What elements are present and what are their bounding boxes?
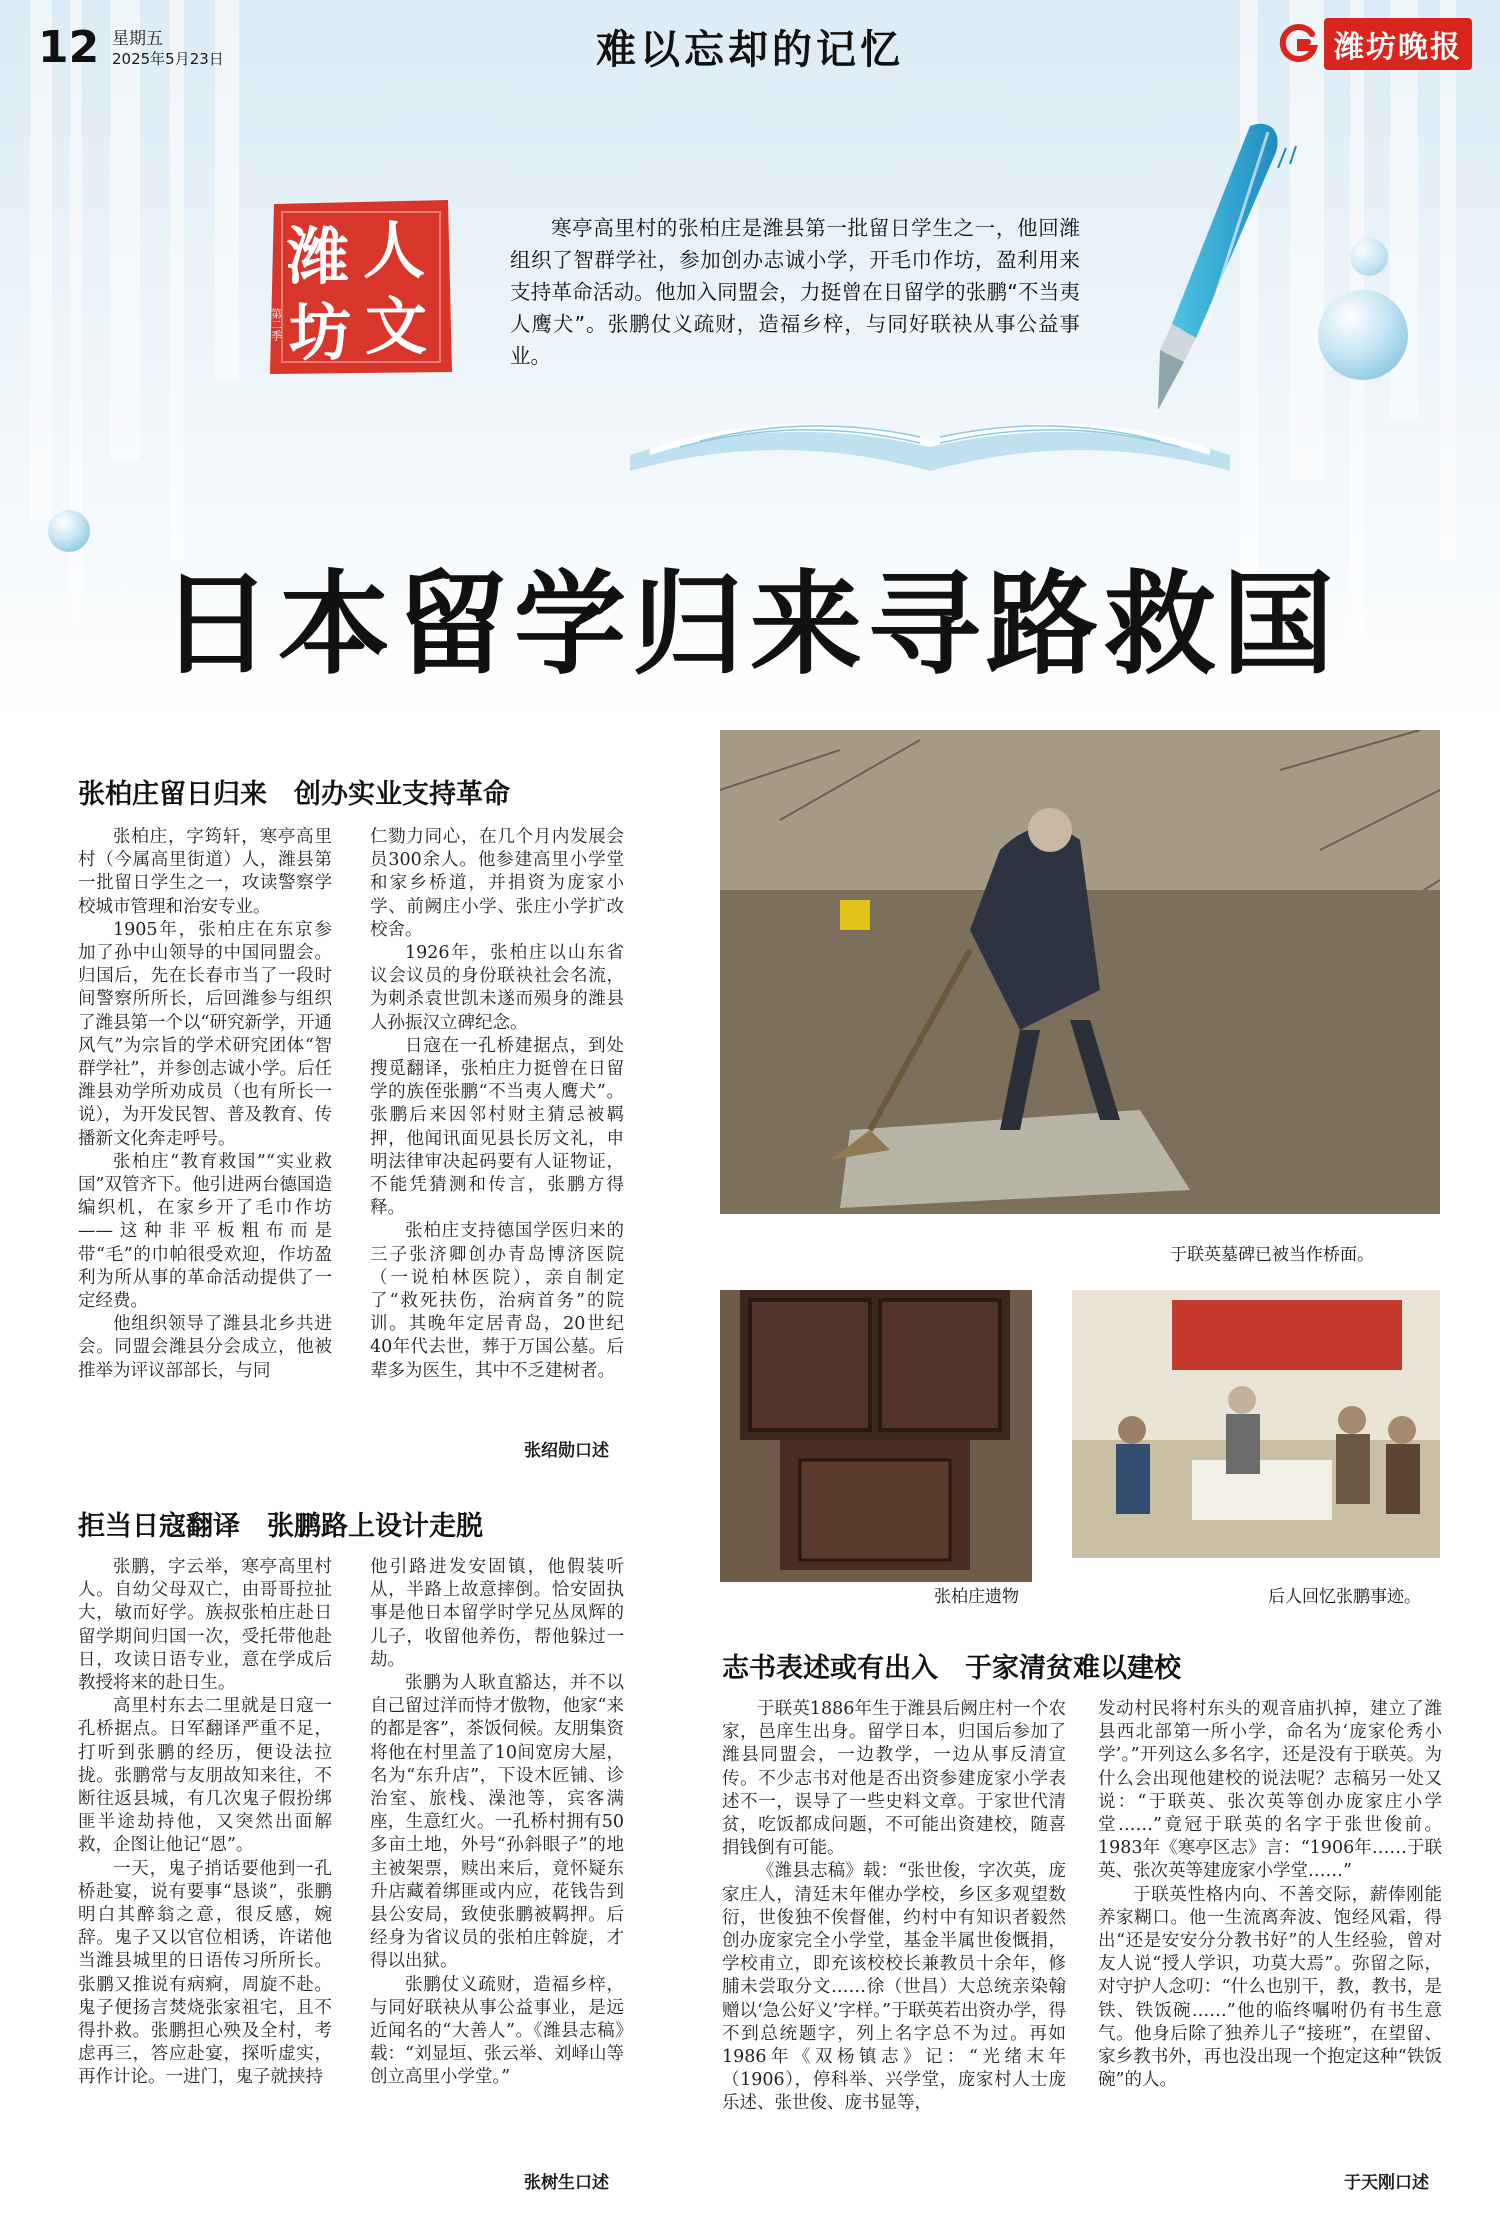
paragraph: 《潍县志稿》载：“张世俊，字次英，庞家庄人，清廷末年催办学校，乡区多观望数衍，世俊独不俟督催，约村中有知识者毅然创办庞家完全小学堂，基金半属世俊慨捐，学校甫立，即充该校校长兼教员十余年，修脯未尝取分文……徐（世昌）大总统亲染翰赠以‘急公好义’字样。”于联英若出资办学，得不到总统题字，列上名字总不为过。再如1986年《双杨镇志》记：“光绪末年（1906），停科举、兴学堂，庞家村人士庞乐述、张世俊、庞书显等， bbox=[722, 1861, 1066, 2114]
open-book-illustration bbox=[620, 385, 1240, 475]
issue-date: 2025年5月23日 bbox=[112, 50, 224, 68]
article1-column-1 bbox=[78, 826, 332, 1383]
paragraph: 高里村东去二里就是日寇一孔桥据点。日军翻译严重不足，打听到张鹏的经历，便设法拉拢。张鹏常与友朋故知来往，不断往返县城，有几次鬼子假扮绑匪半途劫持他，又突然出面解救，企图让他记“恩”。 bbox=[78, 1696, 332, 1856]
bubble-decoration bbox=[1318, 290, 1408, 380]
paragraph: 一天，鬼子捎话要他到一孔桥赴宴，说有要事“恳谈”，张鹏明白其醉翁之意，很反感，婉辞。鬼子又以官位相诱，许诺他当潍县城里的日语传习所所长。张鹏又推说有病痾，周旋不赴。鬼子便扬言焚烧张家祖宅，且不得扑救。张鹏担心殃及全村，考虑再三，答应赴宴，探听虚实，再作计论。一进门，鬼子就挟持 bbox=[78, 1858, 332, 2088]
section-title: 难以忘却的记忆 bbox=[596, 27, 904, 73]
seal-char: 坊 bbox=[288, 296, 352, 369]
paragraph: 张鹏为人耿直豁达，并不以自己留过洋而恃才傲物，他家“来的都是客”，茶饭伺候。友朋集资将他在村里盖了10间宽房大屋，名为“东升店”，下设木匠铺、诊治室、旅栈、澡池等，宾客满座，生意红火。一孔桥村拥有50多亩土地，外号“孙斜眼子”的地主被架票，赎出来后，竟怀疑东升店藏着绑匪或内应，花钱告到县公安局，致使张鹏被羁押。后经身为省议员的张柏庄斡旋，才得以出狱。 bbox=[370, 1673, 624, 1972]
article1-title: 张柏庄留日归来 创办实业支持革命 bbox=[78, 779, 510, 810]
paragraph: 张柏庄，字筠轩，寒亭高里村（今属高里街道）人，潍县第一批留日学生之一，攻读警察学校城市管理和治安专业。 bbox=[78, 827, 332, 917]
article1-column-2 bbox=[370, 826, 624, 1383]
article3-column-1 bbox=[722, 1698, 1066, 2116]
paragraph: 1905年，张柏庄在东京参加了孙中山领导的中国同盟会。归国后，先在长春市当了一段时间警察所所长，后回潍参与组织了潍县第一个以“研究新学，开通风气”为宗旨的学术研究团体“智群学社”，并参创志诚小学。后任潍县劝学所劝成员（也有所长一说），为开发民智、普及教育、传播新文化奔走呼号。 bbox=[78, 919, 332, 1149]
page-number: 12 bbox=[38, 22, 100, 73]
paragraph: 仁勠力同心，在几个月内发展会员300余人。他参建高里小学堂和家乡桥道，并捐资为庞家小学、前阙庄小学、张庄小学扩改校舍。 bbox=[370, 827, 624, 940]
article3-column-2 bbox=[1098, 1698, 1442, 2092]
paragraph: 他组织领导了潍县北乡共进会。同盟会潍县分会成立，他被推举为评议部部长，与同 bbox=[78, 1314, 332, 1381]
paragraph: 他引路进发安固镇，他假装听从，半路上故意摔倒。恰安固执事是他日本留学时学兄丛凤辉的儿子，收留他养伤，帮他躲过一劫。 bbox=[370, 1557, 624, 1670]
main-headline: 日本留学归来寻路救国 bbox=[160, 560, 1340, 690]
article2-column-2 bbox=[370, 1556, 624, 2090]
paragraph: 张柏庄支持德国学医归来的三子张济卿创办青岛博济医院（一说柏林医院），亲自制定了“救死扶伤，治病首务”的院训。其晚年定居青岛，20世纪40年代去世，葬于万国公墓。后辈多为医生，其中不乏建树者。 bbox=[370, 1221, 624, 1381]
seal-side-text: 第二季 bbox=[269, 308, 283, 341]
intro-summary: 寒亭高里村的张柏庄是潍县第一批留日学生之一，他回潍组织了智群学社，参加创办志诚小学，开毛巾作坊，盈利用来支持革命活动。他加入同盟会，力挺曾在日留学的张鹏“不当夷人鹰犬”。张鹏仗义疏财，造福乡梓，与同好联袂从事公益事业。 bbox=[510, 216, 1080, 368]
photo-tombstone-bridge bbox=[720, 730, 1440, 1214]
photo-relic-cabinet bbox=[720, 1290, 1032, 1582]
seal-char: 文 bbox=[364, 290, 428, 363]
paragraph: 于联英1886年生于潍县后阙庄村一个农家，邑庠生出身。留学日本，归国后参加了潍县同盟会，一边教学，一边从事反清宣传。不少志书对他是否出资参建庞家小学表述不一，误导了一些史料文章。于家世代清贫，吃饭都成问题，不可能出资建校，随喜捐钱倒有可能。 bbox=[722, 1699, 1066, 1859]
paragraph: 1926年，张柏庄以山东省议会议员的身份联袂社会名流，为刺杀袁世凯未遂而殒身的潍县人孙振汉立碑纪念。 bbox=[370, 943, 624, 1033]
article2-byline: 张树生口述 bbox=[524, 2173, 609, 2193]
bubble-decoration bbox=[1350, 238, 1388, 276]
paragraph: 于联英性格内向、不善交际，薪俸刚能养家糊口。他一生流离奔波、饱经风霜，得出“还是安安分分教书好”的人生经验，曾对友人说“授人学识，功莫大焉”。弥留之际，对守护人念叨：“什么也别干，教，教书，是铁、铁饭碗……”他的临终嘱咐仍有书生意气。他身后除了独养儿子“接班”，在望留、家乡教书外，再也没出现一个抱定这种“铁饭碗”的人。 bbox=[1098, 1884, 1442, 2091]
paragraph: 张柏庄“教育救国”“实业救国”双管齐下。他引进两台德国造编织机，在家乡开了毛巾作坊——这种非平板粗布而是带“毛”的巾帕很受欢迎，作坊盈利为所从事的革命活动提供了一定经费。 bbox=[78, 1151, 332, 1312]
article2-title: 拒当日寇翻译 张鹏路上设计走脱 bbox=[78, 1511, 483, 1542]
brand-name: 潍坊晚报 bbox=[1324, 18, 1472, 70]
seal-char: 潍 bbox=[286, 220, 350, 293]
article3-byline: 于天刚口述 bbox=[1344, 2173, 1429, 2193]
paragraph: 张鹏仗义疏财，造福乡梓，与同好联袂从事公益事业，是远近闻名的“大善人”。《潍县志稿》载：“刘显垣、张云举、刘峄山等创立高里小学堂。” bbox=[370, 1974, 624, 2088]
column-seal bbox=[262, 196, 456, 378]
article2-column-1 bbox=[78, 1556, 332, 2090]
fountain-pen-illustration bbox=[1100, 118, 1300, 418]
paragraph: 张鹏，字云举，寒亭高里村人。自幼父母双亡，由哥哥拉扯大，敏而好学。族叔张柏庄赴日留学期间归国一次，受托带他赴日，攻读日语专业，意在学成后教授将来的赴日生。 bbox=[78, 1557, 332, 1694]
article3-title: 志书表述或有出入 于家清贫难以建校 bbox=[722, 1653, 1181, 1684]
paragraph: 日寇在一孔桥建据点，到处搜觅翻译，张柏庄力挺曾在日留学的族侄张鹏“不当夷人鹰犬”。张鹏后来因邻村财主猜忌被羁押，他闻讯面见县长厉文礼，申明法律审决起码要有人证物证，不能凭猜测和传言，张鹏方得释。 bbox=[370, 1035, 624, 1219]
photo2-caption: 张柏庄遗物 bbox=[934, 1587, 1019, 1607]
article1-byline: 张绍勋口述 bbox=[524, 1441, 609, 1461]
paragraph: 发动村民将村东头的观音庙扒掉，建立了潍县西北部第一所小学，命名为‘庞家伦秀小学’。”开列这么多名字，还是没有于联英。为什么会出现他建校的说法呢？志稿另一处又说：“于联英、张次英等创办庞家庄小学堂……”竟冠于联英的名字于张世俊前。1983年《寒亭区志》言：“1906年……于联英、张次英等建庞家小学堂……” bbox=[1098, 1699, 1442, 1882]
logo-swirl-icon bbox=[1274, 22, 1318, 66]
photo1-caption: 于联英墓碑已被当作桥面。 bbox=[1170, 1245, 1374, 1265]
photo3-caption: 后人回忆张鹏事迹。 bbox=[1268, 1587, 1421, 1607]
brand-logo bbox=[1274, 18, 1472, 70]
seal-char: 人 bbox=[362, 214, 426, 287]
photo-descendants-meeting bbox=[1072, 1290, 1440, 1558]
weekday: 星期五 bbox=[112, 29, 163, 49]
